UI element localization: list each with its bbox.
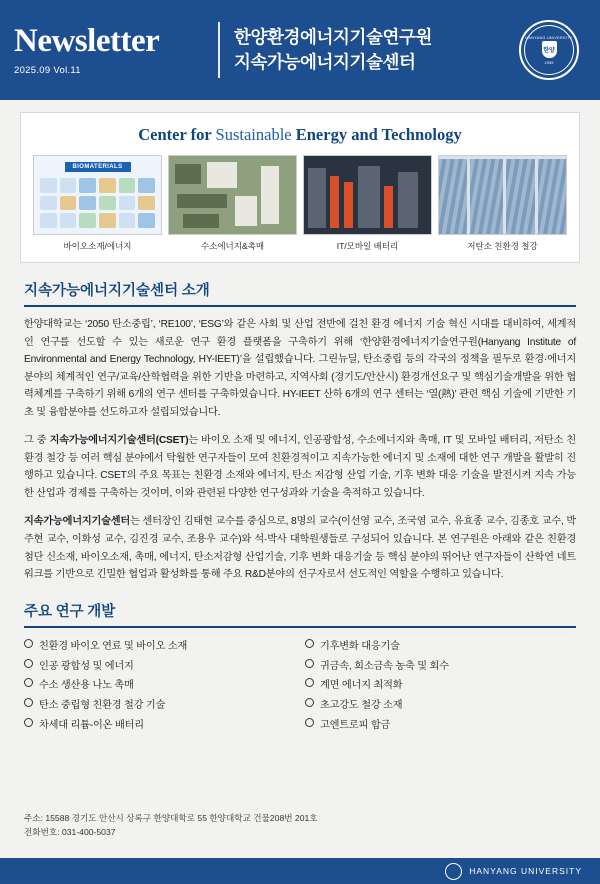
intro-section bbox=[24, 279, 576, 584]
institute-name bbox=[234, 25, 512, 76]
footer-brand bbox=[445, 863, 582, 880]
banner-title-part3: Energy and Technology bbox=[291, 125, 462, 144]
footer-university-name: HANYANG UNIVERSITY bbox=[469, 866, 582, 876]
list-item-label: 초고강도 철강 소재 bbox=[320, 700, 403, 712]
rnd-column-right bbox=[305, 637, 576, 736]
list-item bbox=[24, 696, 295, 716]
hydrogen-plant-aerial-image bbox=[168, 155, 297, 235]
photo-caption: 수소에너지&촉매 bbox=[200, 241, 265, 251]
section-divider bbox=[24, 626, 576, 628]
battery-materials-image bbox=[303, 155, 432, 235]
footer-address: 주소: 15588 경기도 안산시 상록구 한양대학로 55 한양대학교 건물208번 201호 bbox=[24, 812, 318, 823]
list-item-label: 계면 에너지 최적화 bbox=[320, 680, 403, 692]
circle-bullet-icon bbox=[24, 698, 33, 707]
intro-paragraph-2: 그 중 지속가능에너지기술센터(CSET)는 바이오 소재 및 에너지, 인공광합성, 수소에너지와 촉매, IT 및 모바일 배터리, 저탄소 친환경 철강 등 여러 핵심 분야에서 탁월한 연구자들이 모여 친환경적이고 지속가능한 에너지 및 소재에 대한 연구 개발을 활발히 진행하고 있습니다. CSET의 주요 목표는 친환경 소재와 에너지, 탄소 저감형 산업 기술, 기후 변화 대응 기술을 발전시켜 지속 가능한 산업과 경제를 구축하는 것이며, 이와 관련된 다양한 연구성과와 기술을 축적하고 있습니다. bbox=[24, 435, 576, 499]
photo-cell bbox=[168, 155, 297, 252]
university-logo-icon bbox=[445, 863, 462, 880]
list-item-label: 귀금속, 희소금속 농축 및 회수 bbox=[320, 660, 449, 672]
intro-paragraph-3: 지속가능에너지기술센터는 센터장인 김태현 교수를 중심으로, 8명의 교수(이선영 교수, 조국염 교수, 유효종 교수, 김종호 교수, 박주현 교수, 이화성 교수, 김진경 교수, 조용우 교수)와 석·박사 대학원생들로 구성되어 있습니다. 본 연구원은 아래와 같은 친환경 첨단 신소재, 바이오소재, 촉매, 에너지, 탄소저감형 산업기술, 기후 변화 대응기술 등 핵심 분야의 뛰어난 연구자들이 산학연 네트워크를 기반으로 긴밀한 협업과 활성화를 통해 주요 R&D분야의 선구자로서 선도적인 역할을 수행하고 있습니다. bbox=[24, 516, 576, 581]
emblem-shield-icon: 한양 bbox=[542, 41, 557, 58]
circle-bullet-icon bbox=[305, 659, 314, 668]
issue-label: 2025.09 Vol.11 bbox=[14, 65, 81, 77]
photo-cell bbox=[303, 155, 432, 252]
emblem-top-text: HANYANG UNIVERSITY bbox=[525, 35, 573, 40]
section-divider bbox=[24, 305, 576, 307]
biomaterials-label: BIOMATERIALS bbox=[64, 162, 130, 172]
circle-bullet-icon bbox=[305, 639, 314, 648]
intro-paragraph-1: 한양대학교는 ‘2050 탄소중립’, ‘RE100’, ‘ESG’와 같은 사회 및 산업 전반에 걸친 환경 에너지 기술 혁신 시대를 대비하여, 세계적인 연구를 선도할 수 있는 새로운 연구 환경 플랫폼을 구축하기 위해 ‘한양환경에너지기술연구원(Hanyang Institute of Environmental and Energy Technology, HY-IEET)’을 설립했습니다. 그린뉴딜, 탄소중립 등의 각국의 정책을 필두로 환경·에너지 분야의 체계적인 연구/교육/산학협력을 위한 기반을 마련하고, 지역사회 (경기도/안산시) 환경개선요구 및 핵심기술개발을 위한 협력체계를 구축하기 위해 6개의 연구 센터를 구축하였습니다. HY-IEET 산하 6개의 연구 센터는 ‘열(熱)’ 관련 핵심 기술에 기반한 기초 및 융합분야를 선도하고자 설립되었습니다. bbox=[24, 319, 576, 418]
rnd-section-title: 주요 연구 개발 bbox=[24, 603, 116, 620]
circle-bullet-icon bbox=[305, 698, 314, 707]
list-item bbox=[305, 637, 576, 657]
photo-caption: 바이오소재/에너지 bbox=[63, 241, 132, 251]
list-item-label: 고엔트로피 합금 bbox=[320, 720, 391, 732]
banner-title bbox=[33, 125, 567, 145]
center-banner bbox=[20, 112, 580, 263]
header-right bbox=[512, 20, 586, 80]
footer-bar bbox=[0, 858, 600, 884]
list-item bbox=[24, 716, 295, 736]
list-item bbox=[305, 696, 576, 716]
university-emblem-icon bbox=[519, 20, 579, 80]
rnd-column-left bbox=[24, 637, 295, 736]
banner-title-part1: Center for bbox=[138, 125, 216, 144]
header-divider bbox=[218, 22, 220, 78]
intro-section-title: 지속가능에너지기술센터 소개 bbox=[24, 283, 210, 299]
list-item-label: 기후변화 대응기술 bbox=[320, 640, 400, 652]
photo-caption: 저탄소 친환경 철강 bbox=[467, 241, 538, 251]
biomaterials-icon-grid bbox=[40, 178, 155, 228]
institute-line-1: 한양환경에너지기술연구원 bbox=[234, 26, 433, 47]
list-item bbox=[24, 657, 295, 677]
footer-contact-info bbox=[24, 811, 318, 840]
circle-bullet-icon bbox=[24, 718, 33, 727]
list-item bbox=[305, 716, 576, 736]
rnd-section bbox=[24, 600, 576, 736]
newsletter-title: Newsletter bbox=[14, 22, 160, 59]
page-header bbox=[0, 0, 600, 100]
footer-phone: 전화번호: 031-400-5037 bbox=[24, 827, 116, 838]
list-item-label: 탄소 중립형 친환경 철강 기술 bbox=[39, 700, 166, 712]
emblem-year: 1939 bbox=[544, 59, 554, 65]
circle-bullet-icon bbox=[24, 659, 33, 668]
list-item bbox=[305, 657, 576, 677]
photo-row bbox=[33, 155, 567, 252]
list-item-label: 인공 광합성 및 에너지 bbox=[39, 660, 134, 672]
list-item-label: 친환경 바이오 연료 및 바이오 소재 bbox=[39, 640, 188, 652]
steel-building-image bbox=[438, 155, 567, 235]
list-item-label: 수소 생산용 나노 촉매 bbox=[39, 680, 134, 692]
list-item bbox=[24, 637, 295, 657]
institute-line-2: 지속가능에너지기술센터 bbox=[234, 52, 416, 72]
list-item-label: 차세대 리튬-이온 배터리 bbox=[39, 720, 144, 732]
biomaterials-infographic-image bbox=[33, 155, 162, 235]
photo-caption: IT/모바일 배터리 bbox=[336, 241, 399, 251]
circle-bullet-icon bbox=[24, 678, 33, 687]
photo-cell bbox=[33, 155, 162, 252]
banner-title-part2: Sustainable bbox=[215, 125, 292, 144]
list-item bbox=[24, 676, 295, 696]
circle-bullet-icon bbox=[305, 678, 314, 687]
header-left bbox=[14, 24, 214, 77]
photo-cell bbox=[438, 155, 567, 252]
circle-bullet-icon bbox=[305, 718, 314, 727]
list-item bbox=[305, 676, 576, 696]
rnd-columns bbox=[24, 637, 576, 736]
circle-bullet-icon bbox=[24, 639, 33, 648]
